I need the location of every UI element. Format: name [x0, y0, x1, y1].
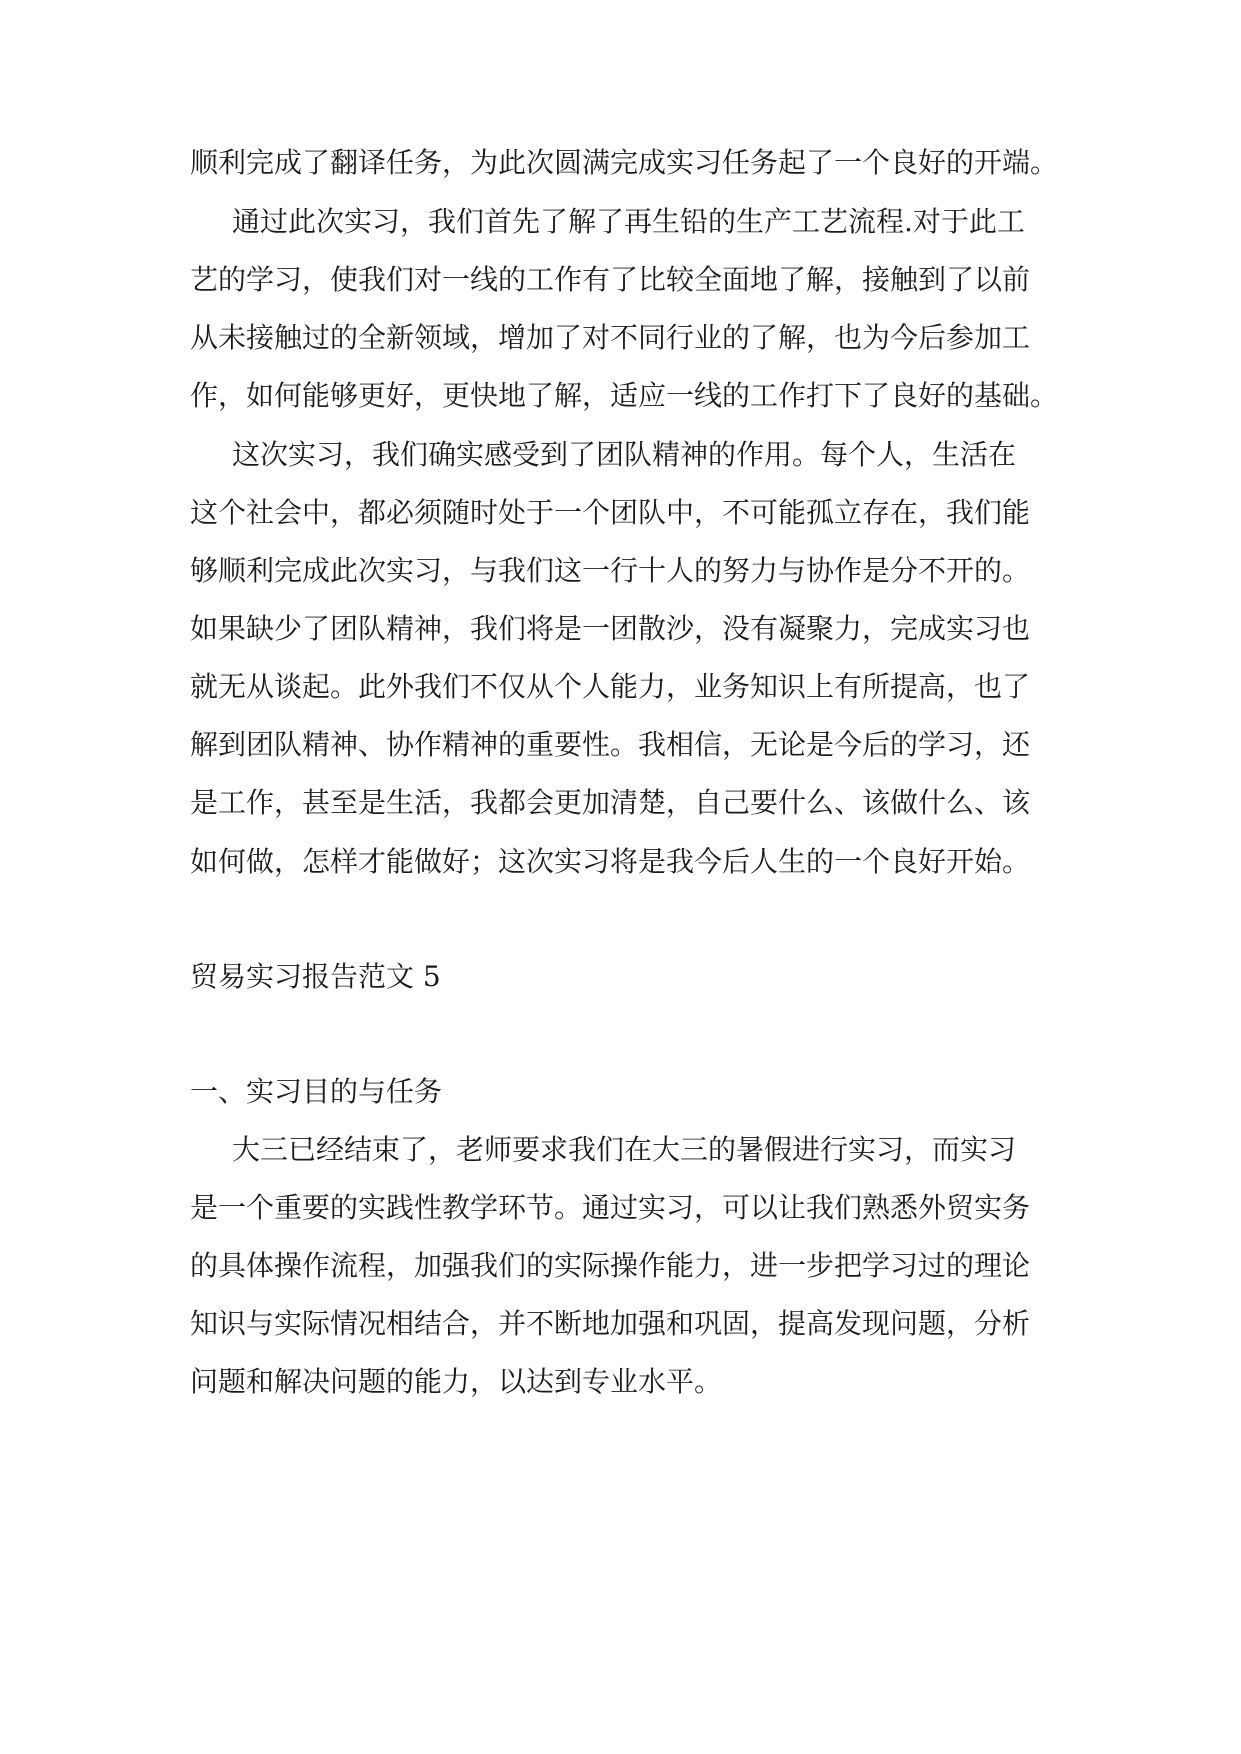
paragraph-line: 够顺利完成此次实习，与我们这一行十人的努力与协作是分不开的。	[190, 554, 1031, 587]
paragraph-line: 顺利完成了翻译任务，为此次圆满完成实习任务起了一个良好的开端。	[190, 146, 1059, 179]
paragraph-line: 这次实习，我们确实感受到了团队精神的作用。每个人，生活在	[232, 438, 1017, 471]
paragraph-line: 是一个重要的实践性教学环节。通过实习，可以让我们熟悉外贸实务	[190, 1191, 1031, 1224]
paragraph-line: 这个社会中，都必须随时处于一个团队中，不可能孤立存在，我们能	[190, 496, 1031, 529]
paragraph-line: 作，如何能够更好，更快地了解，适应一线的工作打下了良好的基础。	[190, 379, 1059, 412]
section-heading: 一、实习目的与任务	[190, 1075, 443, 1108]
paragraph-line: 就无从谈起。此外我们不仅从个人能力，业务知识上有所提高，也了	[190, 670, 1031, 703]
paragraph-line: 的具体操作流程，加强我们的实际操作能力，进一步把学习过的理论	[190, 1249, 1031, 1282]
paragraph-line: 艺的学习，使我们对一线的工作有了比较全面地了解，接触到了以前	[190, 263, 1031, 296]
paragraph-line: 如果缺少了团队精神，我们将是一团散沙，没有凝聚力，完成实习也	[190, 612, 1031, 645]
paragraph-line: 是工作，甚至是生活，我都会更加清楚，自己要什么、该做什么、该	[190, 786, 1031, 819]
paragraph-line: 通过此次实习，我们首先了解了再生铅的生产工艺流程.对于此工	[232, 205, 1025, 238]
paragraph-line: 如何做，怎样才能做好；这次实习将是我今后人生的一个良好开始。	[190, 845, 1031, 878]
paragraph-line: 从未接触过的全新领域，增加了对不同行业的了解，也为今后参加工	[190, 321, 1031, 354]
paragraph-line: 知识与实际情况相结合，并不断地加强和巩固，提高发现问题，分析	[190, 1307, 1031, 1340]
paragraph-line: 解到团队精神、协作精神的重要性。我相信，无论是今后的学习，还	[190, 728, 1031, 761]
paragraph-line: 问题和解决问题的能力，以达到专业水平。	[190, 1365, 723, 1398]
paragraph-line: 大三已经结束了，老师要求我们在大三的暑假进行实习，而实习	[232, 1133, 1017, 1166]
document-title: 贸易实习报告范文 5	[190, 960, 441, 993]
